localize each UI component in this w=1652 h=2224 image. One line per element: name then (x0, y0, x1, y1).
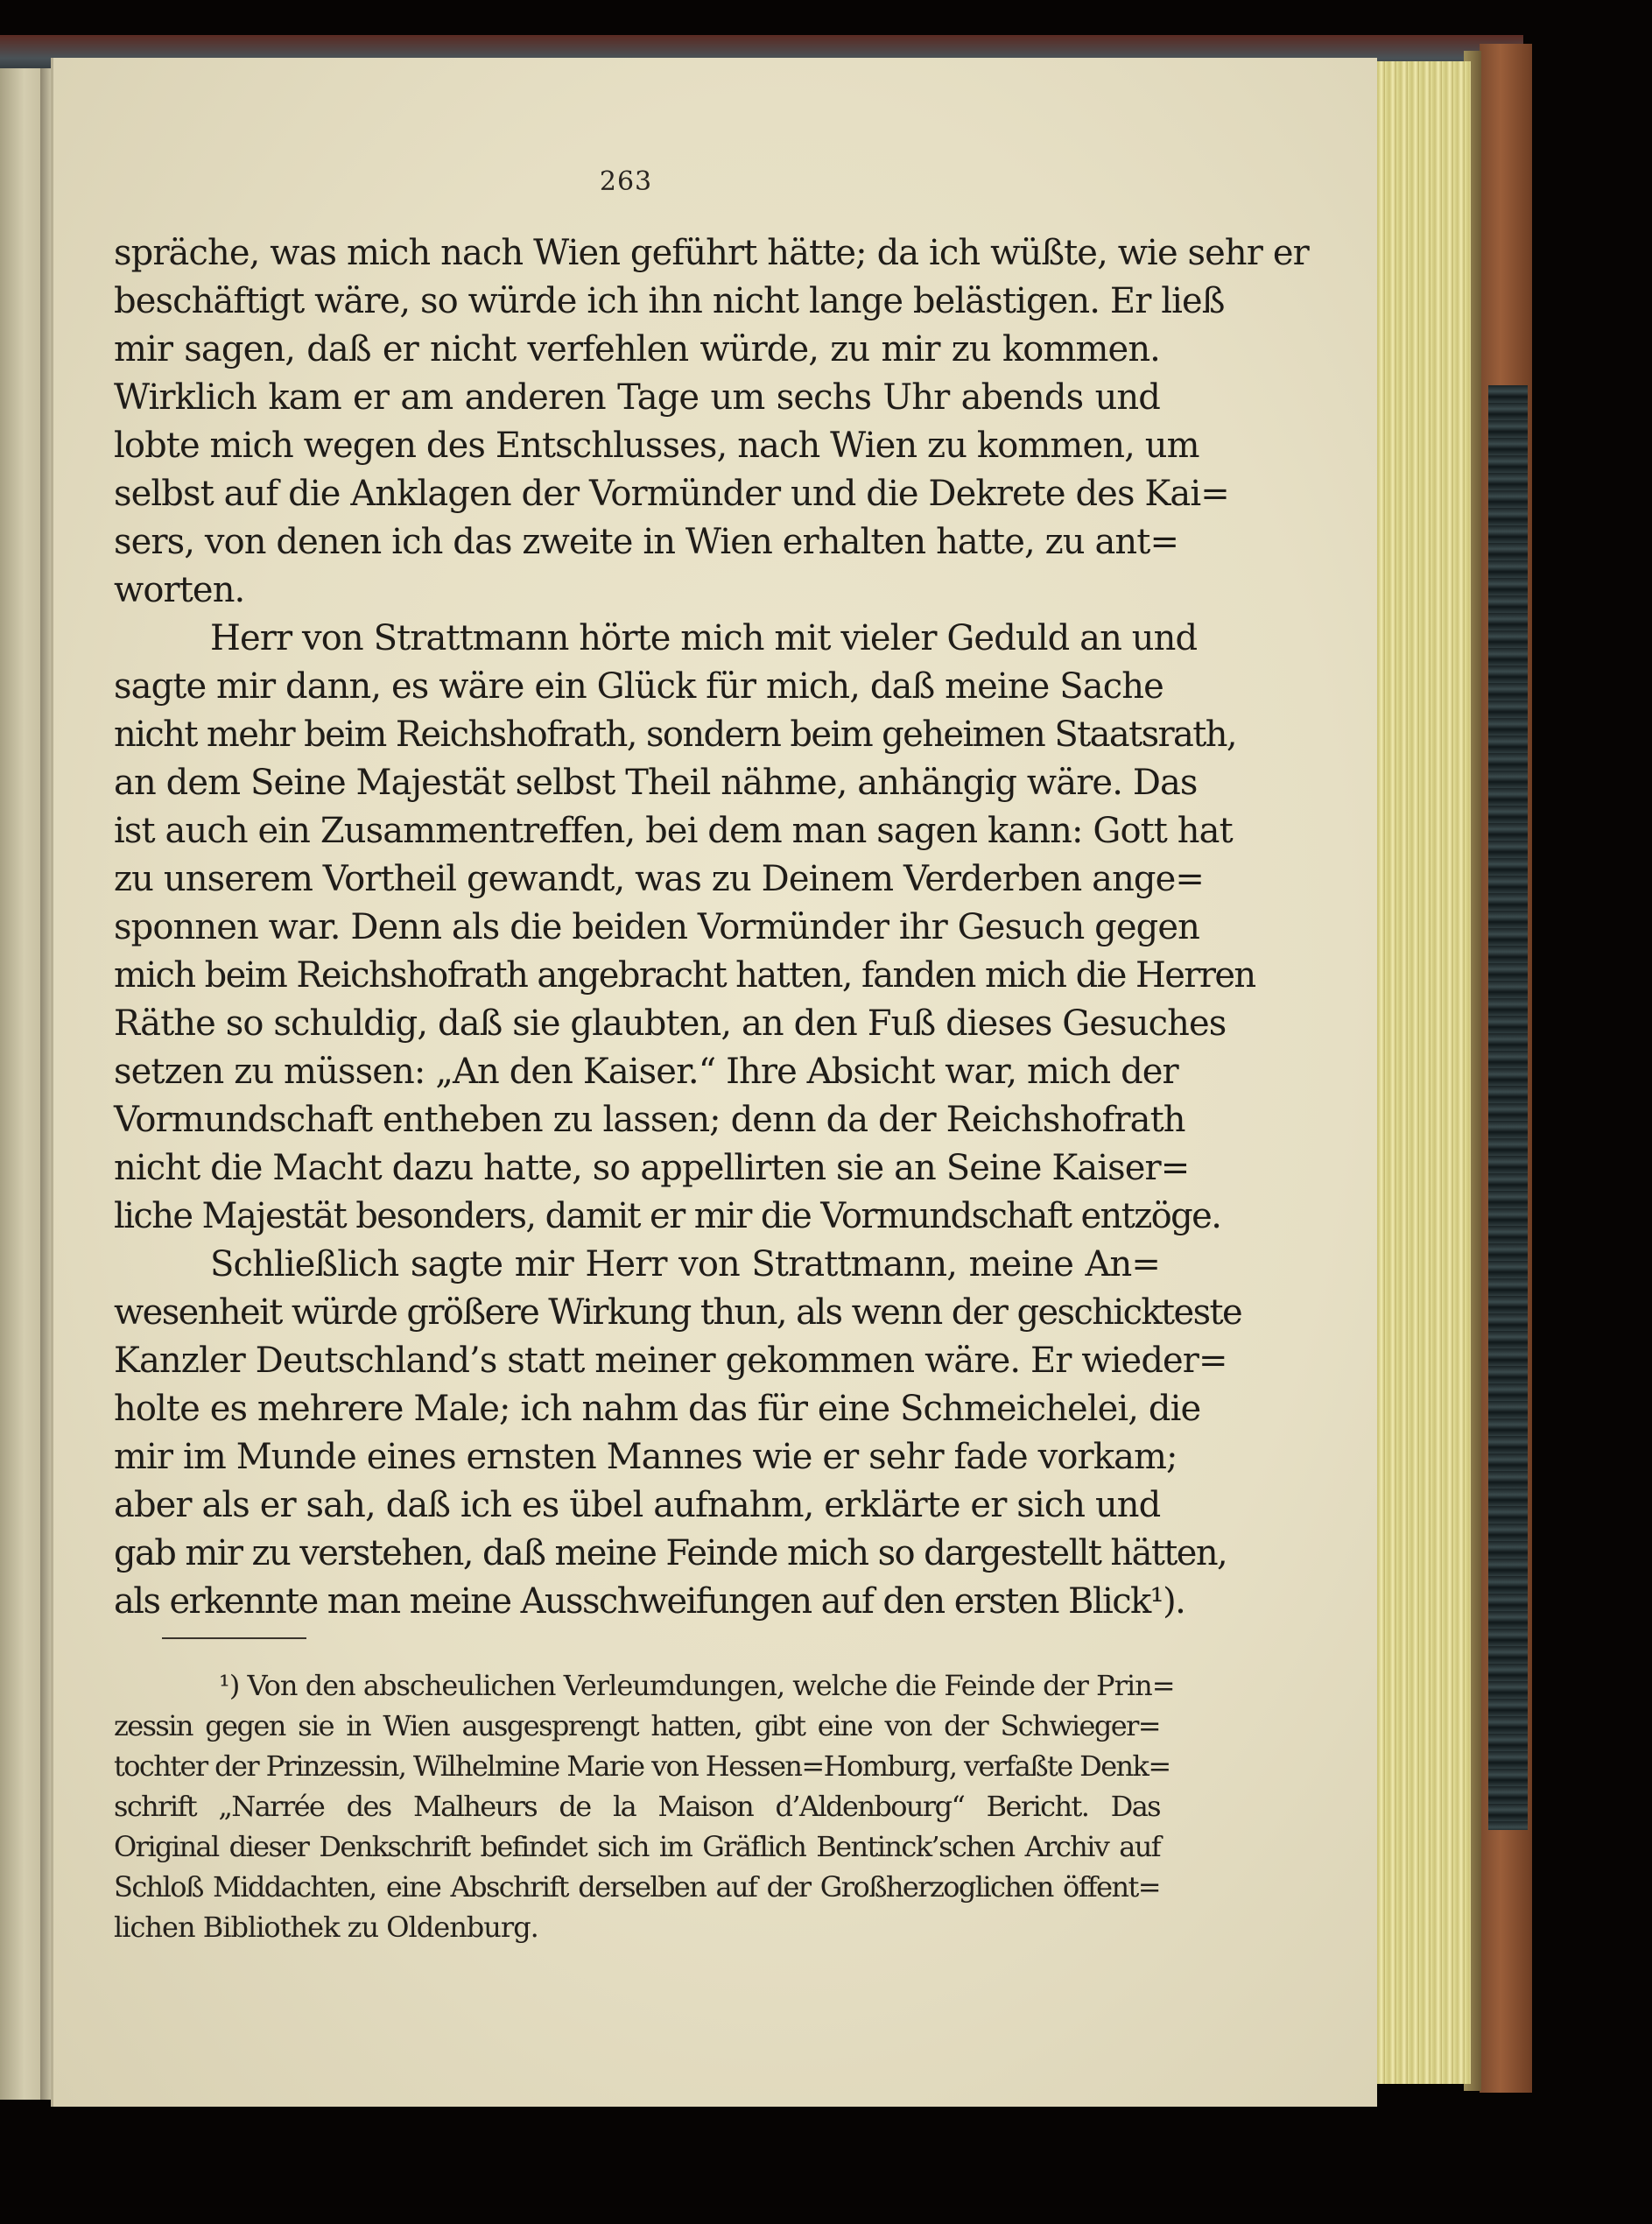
text-line: aber als er sah, daß ich es übel aufnahm, erklärte er sich und (114, 1485, 1161, 1525)
text-line: mich beim Reichshofrath angebracht hatten, fanden mich die Herren (114, 955, 1255, 996)
footnote-line: Original dieser Denkschrift befindet sich im Gräflich Bentinck’schen Archiv auf (114, 1830, 1160, 1863)
text-line: an dem Seine Majestät selbst Theil nähme, anhängig wäre. Das (114, 763, 1198, 803)
text-line: sagte mir dann, es wäre ein Glück für mich, daß meine Sache (114, 666, 1163, 707)
text-line: mir im Munde eines ernsten Mannes wie er sehr fade vorkam; (114, 1437, 1177, 1477)
text-line: Herr von Strattmann hörte mich mit vieler Geduld an und (210, 618, 1198, 658)
text-line: gab mir zu verstehen, daß meine Feinde mich so dargestellt hätten, (114, 1533, 1227, 1573)
text-line: Vormundschaft entheben zu lassen; denn da der Reichshofrath (114, 1100, 1185, 1140)
text-line: Wirklich kam er am anderen Tage um sechs Uhr abends und (114, 377, 1160, 418)
text-line: nicht mehr beim Reichshofrath, sondern beim geheimen Staatsrath, (114, 714, 1237, 755)
footnote-line: schrift „Narrée des Malheurs de la Maison d’Aldenbourg“ Bericht. Das (114, 1790, 1160, 1823)
text-line: liche Majestät besonders, damit er mir die Vormundschaft entzöge. (114, 1196, 1221, 1236)
text-line: ist auch ein Zusammentreffen, bei dem man sagen kann: Gott hat (114, 811, 1233, 851)
text-line: worten. (114, 570, 245, 610)
text-line: spräche, was mich nach Wien geführt hätte; da ich wüßte, wie sehr er (114, 233, 1309, 273)
page-number: 263 (599, 166, 653, 197)
footnote-divider (162, 1637, 306, 1639)
text-line: sponnen war. Denn als die beiden Vormünder ihr Gesuch gegen (114, 907, 1199, 947)
footnote-line: zessin gegen sie in Wien ausgesprengt hatten, gibt eine von der Schwieger= (114, 1709, 1160, 1742)
footnote-line: lichen Bibliothek zu Oldenburg. (114, 1911, 538, 1944)
text-line: beschäftigt wäre, so würde ich ihn nicht lange belästigen. Er ließ (114, 281, 1225, 321)
text-line: setzen zu müssen: „An den Kaiser.“ Ihre Absicht war, mich der (114, 1052, 1178, 1092)
spine-binding-pattern (1488, 385, 1528, 1830)
footnote-line: tochter der Prinzessin, Wilhelmine Marie von Hessen=Homburg, verfaßte Denk= (114, 1749, 1170, 1783)
text-line: wesenheit würde größere Wirkung thun, als wenn der geschickteste (114, 1292, 1242, 1333)
text-line: nicht die Macht dazu hatte, so appellirten sie an Seine Kaiser= (114, 1148, 1190, 1188)
footnote-line: Schloß Middachten, eine Abschrift derselben auf der Großherzoglichen öffent= (114, 1870, 1160, 1904)
text-line: Räthe so schuldig, daß sie glaubten, an den Fuß dieses Gesuches (114, 1003, 1227, 1044)
text-line: holte es mehrere Male; ich nahm das für eine Schmeichelei, die (114, 1389, 1201, 1429)
text-line: zu unserem Vortheil gewandt, was zu Deinem Verderben ange= (114, 859, 1205, 899)
text-line: Schließlich sagte mir Herr von Strattmann, meine An= (210, 1244, 1160, 1284)
text-line: als erkennte man meine Ausschweifungen auf den ersten Blick¹). (114, 1581, 1185, 1622)
left-page-edge (0, 68, 40, 2100)
text-line: Kanzler Deutschland’s statt meiner gekommen wäre. Er wieder= (114, 1341, 1227, 1381)
text-line: lobte mich wegen des Entschlusses, nach Wien zu kommen, um (114, 426, 1199, 466)
text-line: sers, von denen ich das zweite in Wien erhalten hatte, zu ant= (114, 522, 1179, 562)
footnote (114, 1665, 1175, 1947)
body-text (114, 229, 1309, 1626)
gilt-page-edges (1362, 61, 1471, 2084)
text-line: selbst auf die Anklagen der Vormünder und die Dekrete des Kai= (114, 474, 1229, 514)
text-line: mir sagen, daß er nicht verfehlen würde, zu mir zu kommen. (114, 329, 1160, 369)
footnote-line: ¹) Von den abscheulichen Verleumdungen, welche die Feinde der Prin= (219, 1669, 1175, 1702)
